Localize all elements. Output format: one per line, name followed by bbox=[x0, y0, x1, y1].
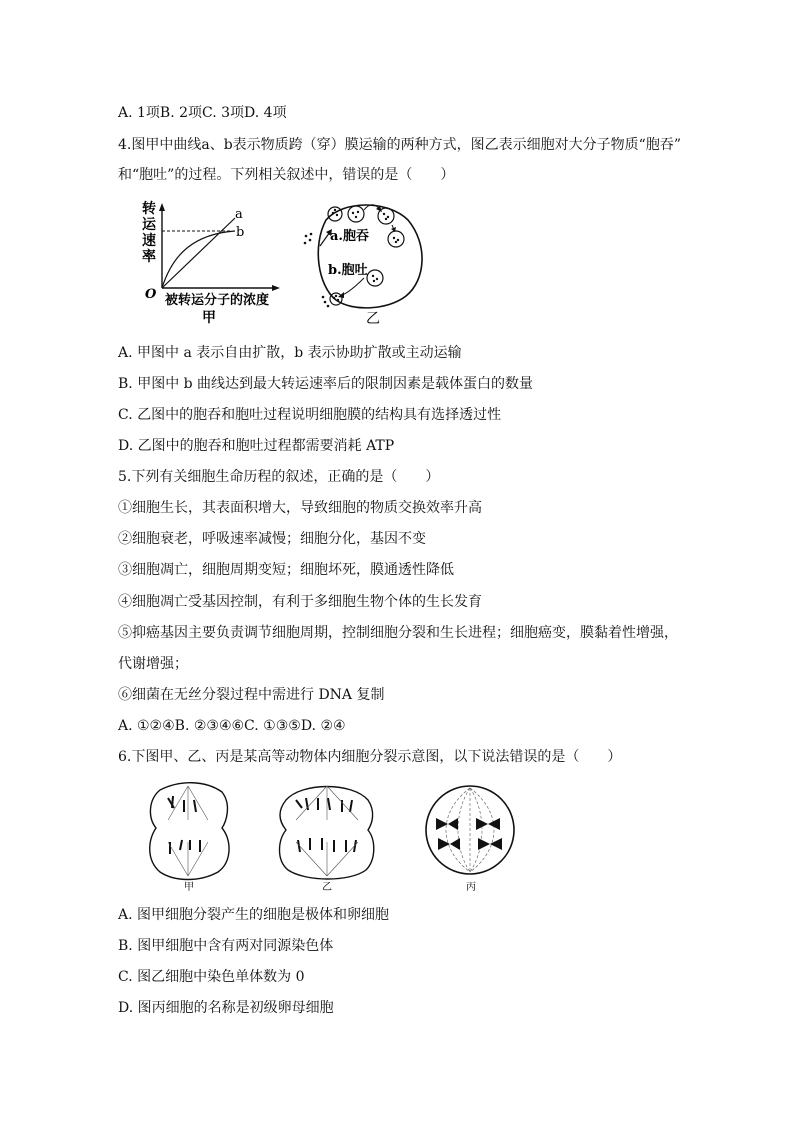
q6-option-d: D. 图丙细胞的名称是初级卵母细胞 bbox=[118, 1000, 334, 1016]
released-particles bbox=[322, 296, 330, 308]
q6-option-a: A. 图甲细胞分裂产生的细胞是极体和卵细胞 bbox=[118, 907, 390, 923]
y-axis-arrow bbox=[159, 203, 165, 211]
figure-yi-caption: 乙 bbox=[366, 311, 380, 326]
outside-particles-left bbox=[304, 233, 313, 245]
y-label-char-3: 速 bbox=[142, 233, 156, 249]
figure-jia-transport-graph bbox=[135, 198, 285, 328]
x-axis-arrow bbox=[272, 285, 280, 291]
cell-yi-membrane bbox=[280, 787, 374, 880]
figure-cell-yi bbox=[272, 780, 382, 892]
cell-jia-spindle bbox=[168, 786, 208, 876]
q5-options: A. ①②④B. ②③④⑥C. ①③⑤D. ②④ bbox=[118, 718, 346, 734]
figure-cell-jia bbox=[140, 780, 240, 892]
q4-option-a: A. 甲图中 a 表示自由扩散，b 表示协助扩散或主动运输 bbox=[118, 345, 462, 361]
cell-yi-caption: 乙 bbox=[322, 882, 332, 892]
vesicle-3 bbox=[388, 231, 404, 247]
y-label-char-1: 转 bbox=[142, 201, 156, 217]
q5-item-1: ①细胞生长，其表面积增大，导致细胞的物质交换效率升高 bbox=[118, 500, 482, 516]
curve-b bbox=[162, 231, 235, 288]
origin-label: O bbox=[145, 287, 157, 302]
curve-a-label: a bbox=[235, 207, 243, 222]
cell-jia-chromosomes bbox=[168, 796, 200, 854]
q5-item-5-cont: 代谢增强； bbox=[118, 656, 188, 672]
cell-bing-spindle bbox=[446, 788, 494, 872]
q5-item-6: ⑥细菌在无丝分裂过程中需进行 DNA 复制 bbox=[118, 687, 385, 703]
q5-item-5: ⑤抑癌基因主要负责调节细胞周期，控制细胞分裂和生长进程；细胞癌变，膜黏着性增强， bbox=[118, 625, 678, 641]
figure-cell-bing bbox=[418, 782, 522, 894]
cell-jia-membrane bbox=[150, 783, 229, 880]
cell-yi-chromosomes bbox=[296, 798, 356, 852]
cell-jia-caption: 甲 bbox=[184, 882, 194, 892]
figure-jia-caption: 甲 bbox=[202, 310, 216, 326]
q6-stem: 6.下图甲、乙、丙是某高等动物体内细胞分裂示意图，以下说法错误的是（ ） bbox=[118, 749, 622, 765]
q5-item-3: ③细胞凋亡，细胞周期变短；细胞坏死，膜通透性降低 bbox=[118, 562, 454, 578]
cell-bing-caption: 丙 bbox=[466, 882, 476, 893]
q5-item-2: ②细胞衰老，呼吸速率减慢；细胞分化，基因不变 bbox=[118, 531, 426, 547]
figure-yi-endocytosis-cell bbox=[298, 196, 428, 326]
label-endocytosis: a.胞吞 bbox=[330, 229, 369, 244]
x-axis-label: 被转运分子的浓度 bbox=[165, 293, 270, 308]
q6-option-c: C. 图乙细胞中染色单体数为 0 bbox=[118, 969, 305, 985]
y-label-char-2: 运 bbox=[142, 217, 156, 233]
q5-item-4: ④细胞凋亡受基因控制，有利于多细胞生物个体的生长发育 bbox=[118, 594, 482, 610]
q4-stem-line2: 和“胞吐”的过程。下列相关叙述中，错误的是（ ） bbox=[118, 167, 455, 183]
curve-a bbox=[162, 218, 235, 288]
q4-option-d: D. 乙图中的胞吞和胞吐过程都需要消耗 ATP bbox=[118, 438, 395, 454]
label-exocytosis: b.胞吐 bbox=[328, 263, 368, 278]
vesicle-1 bbox=[348, 206, 364, 222]
q4-option-b: B. 甲图中 b 曲线达到最大转运速率后的限制因素是载体蛋白的数量 bbox=[118, 376, 534, 392]
q6-option-b: B. 图甲细胞中含有两对同源染色体 bbox=[118, 938, 334, 954]
q4-option-c: C. 乙图中的胞吞和胞吐过程说明细胞膜的结构具有选择透过性 bbox=[118, 407, 502, 423]
q4-stem-line1: 4.图甲中曲线a、b表示物质跨（穿）膜运输的两种方式，图乙表示细胞对大分子物质“胞吞” bbox=[118, 137, 681, 153]
curve-b-label: b bbox=[236, 225, 245, 240]
y-label-char-4: 率 bbox=[142, 249, 156, 265]
cell-bing-chromosomes bbox=[436, 818, 502, 850]
q5-stem: 5.下列有关细胞生命历程的叙述，正确的是（ ） bbox=[118, 469, 440, 485]
q3-options: A. 1项B. 2项C. 3项D. 4项 bbox=[118, 105, 287, 121]
vesicle-4 bbox=[367, 270, 383, 286]
arrow-endocytosis bbox=[320, 232, 330, 246]
